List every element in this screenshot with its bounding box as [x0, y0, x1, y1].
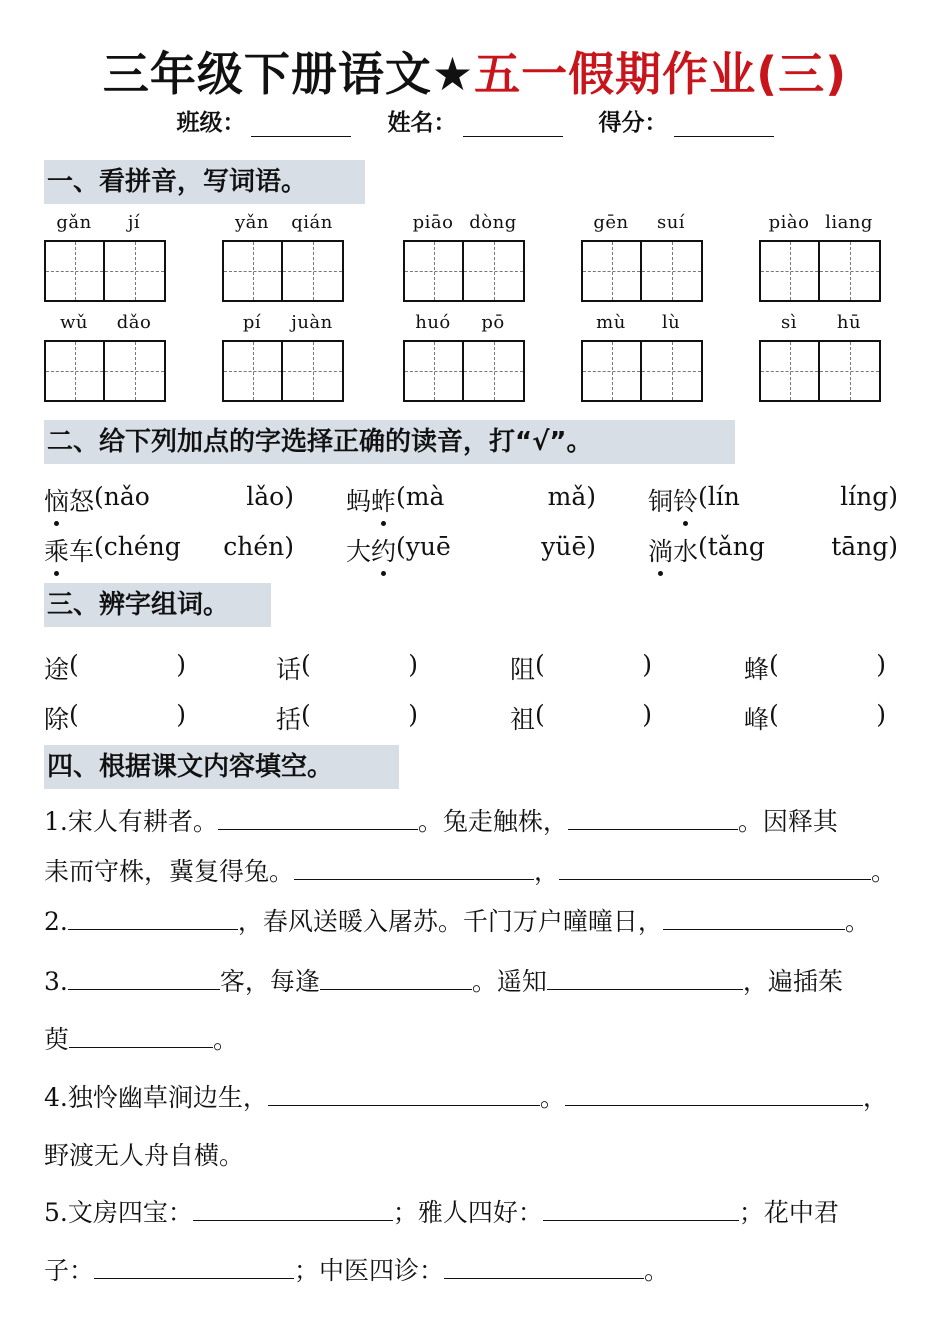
student-info [0, 104, 950, 137]
section4-heading: 四、根据课文内容填空。 [44, 745, 399, 789]
q5-blank-3[interactable] [94, 1254, 294, 1279]
pinyin-item [44, 212, 166, 302]
char: 括 [276, 705, 302, 734]
q2-blank-2[interactable] [663, 905, 845, 930]
q3-blank-1[interactable] [68, 965, 220, 990]
writing-cell[interactable] [105, 342, 164, 400]
char: 祖 [510, 705, 536, 734]
pinyin-syllable: hū [836, 312, 862, 333]
pinyin-item [403, 212, 525, 302]
title-red: 五一假期作业(三) [474, 47, 848, 101]
writing-cell[interactable] [820, 342, 879, 400]
open-paren: ( [301, 700, 311, 729]
pinyin-item [581, 312, 703, 402]
word-char: 蚂 [346, 487, 372, 516]
q3-text-c: 。遥知 [471, 967, 547, 996]
word-char: 铃 [673, 482, 698, 518]
reading-option-2[interactable]: lǎo) [246, 482, 294, 511]
q1-text-c: 。因释其 [737, 807, 838, 836]
q2-text-a: 2. [44, 907, 68, 936]
open-paren: ( [69, 700, 79, 729]
char-word-item [276, 650, 418, 686]
writing-cell[interactable] [761, 342, 820, 400]
q2-period: 。 [844, 907, 870, 936]
open-paren: ( [769, 650, 779, 679]
answer-blank[interactable] [311, 650, 408, 686]
pinyin-syllable: gēn [593, 212, 629, 233]
q3-line2 [44, 1020, 238, 1056]
open-paren: ( [535, 700, 545, 729]
char-word-item [44, 700, 186, 736]
word-char: 车 [69, 537, 95, 566]
q1-period: 。 [871, 857, 897, 886]
pinyin-syllable: mù [596, 312, 626, 333]
q5-text-b: ；雅人四好： [392, 1198, 543, 1227]
word-char: 怒 [69, 487, 95, 516]
reading-choice-item [346, 482, 596, 518]
char-word-item [44, 650, 186, 686]
pinyin-syllable: piào [768, 212, 810, 233]
pinyin-syllable: lù [661, 312, 681, 333]
q3-blank-4[interactable] [69, 1023, 213, 1048]
writing-cell[interactable] [642, 342, 701, 400]
reading-option-2[interactable]: líng) [840, 482, 898, 511]
char: 途 [44, 655, 70, 684]
pinyin-item [44, 312, 166, 402]
q4-blank-1[interactable] [268, 1081, 540, 1106]
q5-text-c: ；花中君 [738, 1198, 839, 1227]
open-paren: ( [301, 650, 311, 679]
reading-option-2[interactable]: mǎ) [547, 482, 596, 511]
pinyin-syllable: liang [825, 212, 873, 233]
pinyin-syllable: suí [656, 212, 686, 233]
q1-text-b: 。兔走触株， [417, 807, 568, 836]
writing-cell[interactable] [583, 242, 642, 300]
answer-blank[interactable] [79, 700, 176, 736]
writing-cell[interactable] [224, 342, 283, 400]
close-paren: ) [176, 700, 186, 729]
answer-blank[interactable] [779, 650, 876, 686]
writing-grid [759, 340, 881, 402]
pinyin-syllable: gǎn [56, 212, 92, 233]
q3-text-e: 萸 [44, 1025, 70, 1054]
page-title [0, 38, 950, 104]
word-char: 乘 [44, 532, 69, 568]
answer-blank[interactable] [545, 650, 642, 686]
writing-cell[interactable] [820, 242, 879, 300]
q3-line1 [44, 962, 843, 998]
reading-choice-item [346, 532, 596, 568]
writing-cell[interactable] [464, 242, 523, 300]
char-word-item [510, 700, 652, 736]
open-paren: ( [769, 700, 779, 729]
name-field[interactable] [463, 114, 563, 137]
section3-heading: 三、辨字组词。 [44, 583, 271, 627]
title-main: 三年级下册语文★ [102, 47, 475, 101]
char-word-item [744, 700, 886, 736]
answer-blank[interactable] [779, 700, 876, 736]
word-char: 铜 [648, 487, 674, 516]
writing-grid [222, 340, 344, 402]
reading-option-1[interactable]: (lín [698, 482, 740, 511]
pinyin-syllable: pō [481, 312, 505, 333]
answer-blank[interactable] [311, 700, 408, 736]
writing-cell[interactable] [46, 242, 105, 300]
char-word-item [510, 650, 652, 686]
q5-blank-2[interactable] [543, 1196, 739, 1221]
reading-choice-item [44, 532, 294, 568]
q1-text-d: 耒而守株，冀复得兔。 [44, 857, 295, 886]
q3-period: 。 [213, 1025, 239, 1054]
writing-cell[interactable] [283, 342, 342, 400]
q3-text-d: ，遍插茱 [742, 967, 843, 996]
q4-text-a: 4.独怜幽草涧边生， [44, 1083, 268, 1112]
class-field[interactable] [251, 114, 351, 137]
pinyin-item [759, 212, 881, 302]
pinyin-item [403, 312, 525, 402]
q1-blank-4[interactable] [559, 855, 871, 880]
section2-heading: 二、给下列加点的字选择正确的读音，打“√”。 [44, 420, 735, 464]
char: 峰 [744, 705, 770, 734]
q1-comma: ， [534, 857, 560, 886]
writing-cell[interactable] [46, 342, 105, 400]
pinyin-syllable: qián [291, 212, 333, 233]
q5-text-d: 子： [44, 1256, 95, 1285]
word-char: 约 [371, 532, 396, 568]
q1-blank-3[interactable] [294, 855, 534, 880]
close-paren: ) [876, 700, 886, 729]
q2-line [44, 902, 870, 938]
answer-blank[interactable] [79, 650, 176, 686]
writing-cell[interactable] [283, 242, 342, 300]
writing-cell[interactable] [642, 242, 701, 300]
writing-cell[interactable] [105, 242, 164, 300]
q5-period: 。 [644, 1256, 670, 1285]
q2-blank-1[interactable] [68, 905, 238, 930]
class-label: 班级： [176, 110, 246, 136]
q5-text-a: 5.文房四宝： [44, 1198, 193, 1227]
reading-option-1[interactable]: (nǎo [94, 482, 150, 511]
writing-grid [581, 240, 703, 302]
pinyin-syllable: sì [781, 312, 797, 333]
pinyin-syllable: wǔ [60, 312, 88, 333]
pinyin-syllable: huó [415, 312, 451, 333]
char-word-item [276, 700, 418, 736]
reading-option-1[interactable]: (yuē [396, 532, 451, 561]
q3-blank-2[interactable] [320, 965, 472, 990]
writing-grid [44, 240, 166, 302]
word-char: 蚱 [371, 482, 396, 518]
q4-comma: ， [862, 1083, 888, 1112]
q1-line2 [44, 852, 896, 888]
q4-period: 。 [539, 1083, 565, 1112]
pinyin-syllable: piāo [412, 212, 454, 233]
close-paren: ) [642, 700, 652, 729]
q3-text-b: 客，每逢 [219, 967, 320, 996]
score-field[interactable] [674, 114, 774, 137]
writing-cell[interactable] [405, 242, 464, 300]
reading-option-1[interactable]: (mà [396, 482, 445, 511]
q5-text-e: ；中医四诊： [294, 1256, 445, 1285]
answer-blank[interactable] [545, 700, 642, 736]
q3-text-a: 3. [44, 967, 68, 996]
pinyin-item [581, 212, 703, 302]
reading-option-1[interactable]: (chéng [94, 532, 181, 561]
q5-blank-4[interactable] [444, 1254, 644, 1279]
pinyin-syllable: jí [127, 212, 141, 233]
pinyin-item [222, 212, 344, 302]
pinyin-syllable: juàn [291, 312, 333, 333]
char: 蜂 [744, 655, 770, 684]
close-paren: ) [876, 650, 886, 679]
writing-cell[interactable] [583, 342, 642, 400]
reading-choice-item [648, 532, 898, 568]
word-char: 水 [673, 537, 699, 566]
pinyin-syllable: dǎo [116, 312, 152, 333]
q5-line2 [44, 1251, 669, 1287]
writing-grid [759, 240, 881, 302]
pinyin-item [222, 312, 344, 402]
reading-option-2[interactable]: yüē) [541, 532, 596, 561]
word-char: 淌 [648, 532, 673, 568]
char: 话 [276, 655, 302, 684]
writing-grid [581, 340, 703, 402]
pinyin-syllable: yǎn [235, 212, 269, 233]
close-paren: ) [408, 700, 418, 729]
score-label: 得分： [598, 110, 668, 136]
writing-grid [403, 240, 525, 302]
reading-option-2[interactable]: chén) [223, 532, 294, 561]
writing-grid [222, 240, 344, 302]
q1-blank-2[interactable] [568, 805, 738, 830]
q1-blank-1[interactable] [218, 805, 418, 830]
open-paren: ( [535, 650, 545, 679]
q4-blank-2[interactable] [565, 1081, 863, 1106]
q5-blank-1[interactable] [193, 1196, 393, 1221]
section1-heading: 一、看拼音，写词语。 [44, 160, 365, 204]
pinyin-syllable: pí [242, 312, 262, 333]
writing-cell[interactable] [464, 342, 523, 400]
q1-line1 [44, 802, 838, 838]
name-label: 姓名： [387, 110, 457, 136]
writing-cell[interactable] [761, 242, 820, 300]
reading-option-1[interactable]: (tǎng [698, 532, 765, 561]
q2-text-b: ，春风送暖入屠苏。千门万户曈曈日， [237, 907, 663, 936]
reading-choice-item [648, 482, 898, 518]
q1-text-a: 1.宋人有耕者。 [44, 807, 218, 836]
writing-cell[interactable] [405, 342, 464, 400]
pinyin-item [759, 312, 881, 402]
close-paren: ) [176, 650, 186, 679]
char: 阻 [510, 655, 536, 684]
reading-choice-item [44, 482, 294, 518]
char-word-item [744, 650, 886, 686]
close-paren: ) [408, 650, 418, 679]
writing-grid [44, 340, 166, 402]
word-char: 大 [346, 537, 372, 566]
open-paren: ( [69, 650, 79, 679]
writing-cell[interactable] [224, 242, 283, 300]
word-char: 恼 [44, 482, 69, 518]
pinyin-syllable: dòng [469, 212, 517, 233]
q5-line1 [44, 1193, 839, 1229]
char: 除 [44, 705, 70, 734]
q3-blank-3[interactable] [547, 965, 743, 990]
reading-option-2[interactable]: tāng) [831, 532, 898, 561]
writing-grid [403, 340, 525, 402]
q4-line2: 野渡无人舟自横。 [44, 1141, 245, 1170]
close-paren: ) [642, 650, 652, 679]
q4-line1 [44, 1078, 888, 1114]
